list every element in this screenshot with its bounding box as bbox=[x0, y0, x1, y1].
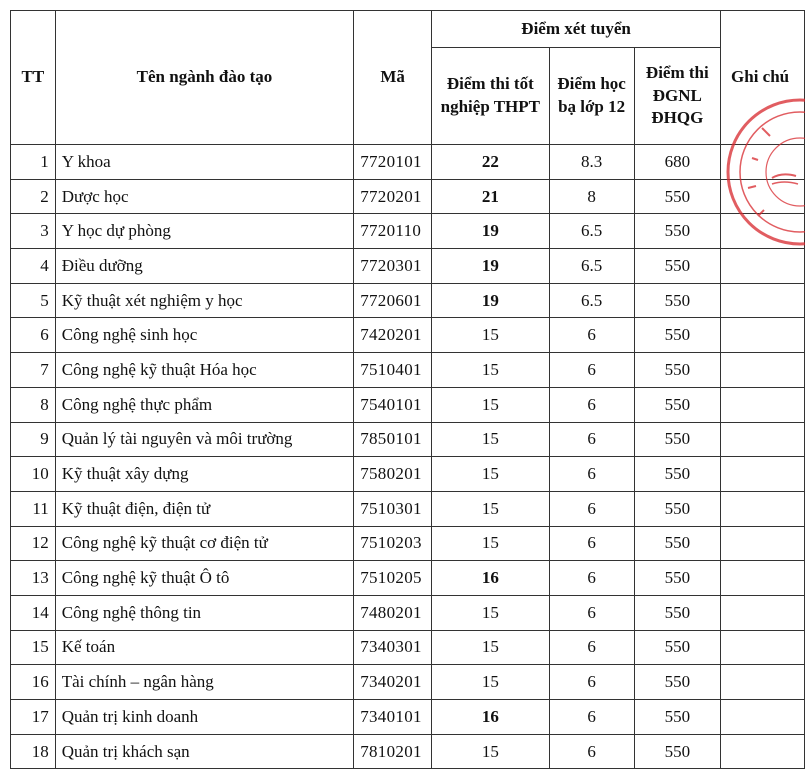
program-name: Kế toán bbox=[55, 630, 353, 665]
table-row bbox=[11, 700, 805, 735]
row-number: 2 bbox=[11, 179, 56, 214]
dgnl-score: 550 bbox=[634, 387, 720, 422]
dgnl-score: 550 bbox=[634, 179, 720, 214]
program-code: 7850101 bbox=[354, 422, 432, 457]
dgnl-score: 550 bbox=[634, 249, 720, 284]
program-name: Quản trị kinh doanh bbox=[55, 700, 353, 735]
transcript-score: 6 bbox=[549, 457, 634, 492]
program-code: 7480201 bbox=[354, 595, 432, 630]
note-cell bbox=[721, 353, 805, 388]
note-cell bbox=[721, 214, 805, 249]
table-row bbox=[11, 491, 805, 526]
program-code: 7540101 bbox=[354, 387, 432, 422]
transcript-score: 6 bbox=[549, 422, 634, 457]
note-cell bbox=[721, 179, 805, 214]
thpt-score: 15 bbox=[432, 734, 549, 769]
header-code: Mã bbox=[354, 11, 432, 145]
table-row bbox=[11, 387, 805, 422]
table-row bbox=[11, 665, 805, 700]
dgnl-score: 680 bbox=[634, 145, 720, 180]
row-number: 15 bbox=[11, 630, 56, 665]
program-name: Công nghệ kỹ thuật cơ điện tử bbox=[55, 526, 353, 561]
dgnl-score: 550 bbox=[634, 526, 720, 561]
transcript-score: 6 bbox=[549, 561, 634, 596]
row-number: 5 bbox=[11, 283, 56, 318]
dgnl-score: 550 bbox=[634, 422, 720, 457]
program-name: Y khoa bbox=[55, 145, 353, 180]
table-row bbox=[11, 145, 805, 180]
table-row bbox=[11, 318, 805, 353]
row-number: 16 bbox=[11, 665, 56, 700]
dgnl-score: 550 bbox=[634, 318, 720, 353]
transcript-score: 6.5 bbox=[549, 283, 634, 318]
note-cell bbox=[721, 734, 805, 769]
thpt-score: 22 bbox=[432, 145, 549, 180]
transcript-score: 6.5 bbox=[549, 249, 634, 284]
table-row bbox=[11, 526, 805, 561]
program-code: 7510203 bbox=[354, 526, 432, 561]
note-cell bbox=[721, 145, 805, 180]
program-name: Công nghệ kỹ thuật Ô tô bbox=[55, 561, 353, 596]
table-row bbox=[11, 283, 805, 318]
program-code: 7720601 bbox=[354, 283, 432, 318]
thpt-score: 15 bbox=[432, 353, 549, 388]
table-row bbox=[11, 179, 805, 214]
thpt-score: 15 bbox=[432, 595, 549, 630]
table-row bbox=[11, 630, 805, 665]
row-number: 6 bbox=[11, 318, 56, 353]
program-code: 7720301 bbox=[354, 249, 432, 284]
row-number: 7 bbox=[11, 353, 56, 388]
transcript-score: 6 bbox=[549, 318, 634, 353]
thpt-score: 15 bbox=[432, 630, 549, 665]
thpt-score: 15 bbox=[432, 387, 549, 422]
program-code: 7340101 bbox=[354, 700, 432, 735]
table-row bbox=[11, 457, 805, 492]
row-number: 10 bbox=[11, 457, 56, 492]
thpt-score: 15 bbox=[432, 422, 549, 457]
transcript-score: 6 bbox=[549, 595, 634, 630]
program-code: 7340201 bbox=[354, 665, 432, 700]
thpt-score: 19 bbox=[432, 214, 549, 249]
dgnl-score: 550 bbox=[634, 353, 720, 388]
dgnl-score: 550 bbox=[634, 630, 720, 665]
header-tt: TT bbox=[11, 11, 56, 145]
program-code: 7810201 bbox=[354, 734, 432, 769]
program-name: Y học dự phòng bbox=[55, 214, 353, 249]
program-name: Kỹ thuật xét nghiệm y học bbox=[55, 283, 353, 318]
transcript-score: 8.3 bbox=[549, 145, 634, 180]
program-name: Quản trị khách sạn bbox=[55, 734, 353, 769]
note-cell bbox=[721, 700, 805, 735]
row-number: 11 bbox=[11, 491, 56, 526]
admission-score-table bbox=[10, 10, 805, 769]
note-cell bbox=[721, 422, 805, 457]
dgnl-score: 550 bbox=[634, 665, 720, 700]
program-name: Tài chính – ngân hàng bbox=[55, 665, 353, 700]
header-note: Ghi chú bbox=[721, 11, 805, 145]
dgnl-score: 550 bbox=[634, 491, 720, 526]
program-name: Công nghệ thực phẩm bbox=[55, 387, 353, 422]
note-cell bbox=[721, 318, 805, 353]
program-code: 7420201 bbox=[354, 318, 432, 353]
row-number: 3 bbox=[11, 214, 56, 249]
transcript-score: 6 bbox=[549, 700, 634, 735]
table-row bbox=[11, 422, 805, 457]
dgnl-score: 550 bbox=[634, 214, 720, 249]
dgnl-score: 550 bbox=[634, 561, 720, 596]
program-name: Kỹ thuật xây dựng bbox=[55, 457, 353, 492]
thpt-score: 15 bbox=[432, 318, 549, 353]
note-cell bbox=[721, 457, 805, 492]
note-cell bbox=[721, 491, 805, 526]
program-name: Công nghệ sinh học bbox=[55, 318, 353, 353]
note-cell bbox=[721, 630, 805, 665]
transcript-score: 6 bbox=[549, 665, 634, 700]
program-code: 7580201 bbox=[354, 457, 432, 492]
row-number: 4 bbox=[11, 249, 56, 284]
transcript-score: 6 bbox=[549, 526, 634, 561]
dgnl-score: 550 bbox=[634, 283, 720, 318]
note-cell bbox=[721, 526, 805, 561]
thpt-score: 19 bbox=[432, 249, 549, 284]
program-code: 7720101 bbox=[354, 145, 432, 180]
program-name: Kỹ thuật điện, điện tử bbox=[55, 491, 353, 526]
transcript-score: 6 bbox=[549, 734, 634, 769]
row-number: 14 bbox=[11, 595, 56, 630]
header-program-name: Tên ngành đào tạo bbox=[55, 11, 353, 145]
row-number: 13 bbox=[11, 561, 56, 596]
table-row bbox=[11, 214, 805, 249]
table-row bbox=[11, 561, 805, 596]
header-transcript-score: Điểm học bạ lớp 12 bbox=[549, 48, 634, 145]
dgnl-score: 550 bbox=[634, 457, 720, 492]
table-row bbox=[11, 734, 805, 769]
row-number: 9 bbox=[11, 422, 56, 457]
transcript-score: 6 bbox=[549, 353, 634, 388]
thpt-score: 15 bbox=[432, 665, 549, 700]
table-body bbox=[11, 145, 805, 769]
program-code: 7720201 bbox=[354, 179, 432, 214]
transcript-score: 6 bbox=[549, 387, 634, 422]
note-cell bbox=[721, 665, 805, 700]
thpt-score: 21 bbox=[432, 179, 549, 214]
admission-table-container bbox=[10, 10, 805, 769]
thpt-score: 16 bbox=[432, 561, 549, 596]
header-dgnl-score: Điểm thi ĐGNL ĐHQG bbox=[634, 48, 720, 145]
table-row bbox=[11, 249, 805, 284]
transcript-score: 8 bbox=[549, 179, 634, 214]
header-thpt-score: Điểm thi tốt nghiệp THPT bbox=[432, 48, 549, 145]
transcript-score: 6 bbox=[549, 630, 634, 665]
note-cell bbox=[721, 249, 805, 284]
row-number: 18 bbox=[11, 734, 56, 769]
dgnl-score: 550 bbox=[634, 700, 720, 735]
transcript-score: 6.5 bbox=[549, 214, 634, 249]
program-name: Công nghệ thông tin bbox=[55, 595, 353, 630]
table-row bbox=[11, 353, 805, 388]
program-name: Điều dưỡng bbox=[55, 249, 353, 284]
program-code: 7720110 bbox=[354, 214, 432, 249]
note-cell bbox=[721, 561, 805, 596]
program-code: 7340301 bbox=[354, 630, 432, 665]
row-number: 1 bbox=[11, 145, 56, 180]
program-code: 7510401 bbox=[354, 353, 432, 388]
header-admission-scores: Điểm xét tuyển bbox=[432, 11, 721, 48]
thpt-score: 15 bbox=[432, 526, 549, 561]
program-name: Quản lý tài nguyên và môi trường bbox=[55, 422, 353, 457]
program-code: 7510205 bbox=[354, 561, 432, 596]
transcript-score: 6 bbox=[549, 491, 634, 526]
thpt-score: 19 bbox=[432, 283, 549, 318]
note-cell bbox=[721, 283, 805, 318]
row-number: 12 bbox=[11, 526, 56, 561]
dgnl-score: 550 bbox=[634, 734, 720, 769]
program-name: Dược học bbox=[55, 179, 353, 214]
dgnl-score: 550 bbox=[634, 595, 720, 630]
table-row bbox=[11, 595, 805, 630]
note-cell bbox=[721, 595, 805, 630]
program-name: Công nghệ kỹ thuật Hóa học bbox=[55, 353, 353, 388]
program-code: 7510301 bbox=[354, 491, 432, 526]
row-number: 17 bbox=[11, 700, 56, 735]
row-number: 8 bbox=[11, 387, 56, 422]
note-cell bbox=[721, 387, 805, 422]
thpt-score: 15 bbox=[432, 457, 549, 492]
thpt-score: 15 bbox=[432, 491, 549, 526]
thpt-score: 16 bbox=[432, 700, 549, 735]
